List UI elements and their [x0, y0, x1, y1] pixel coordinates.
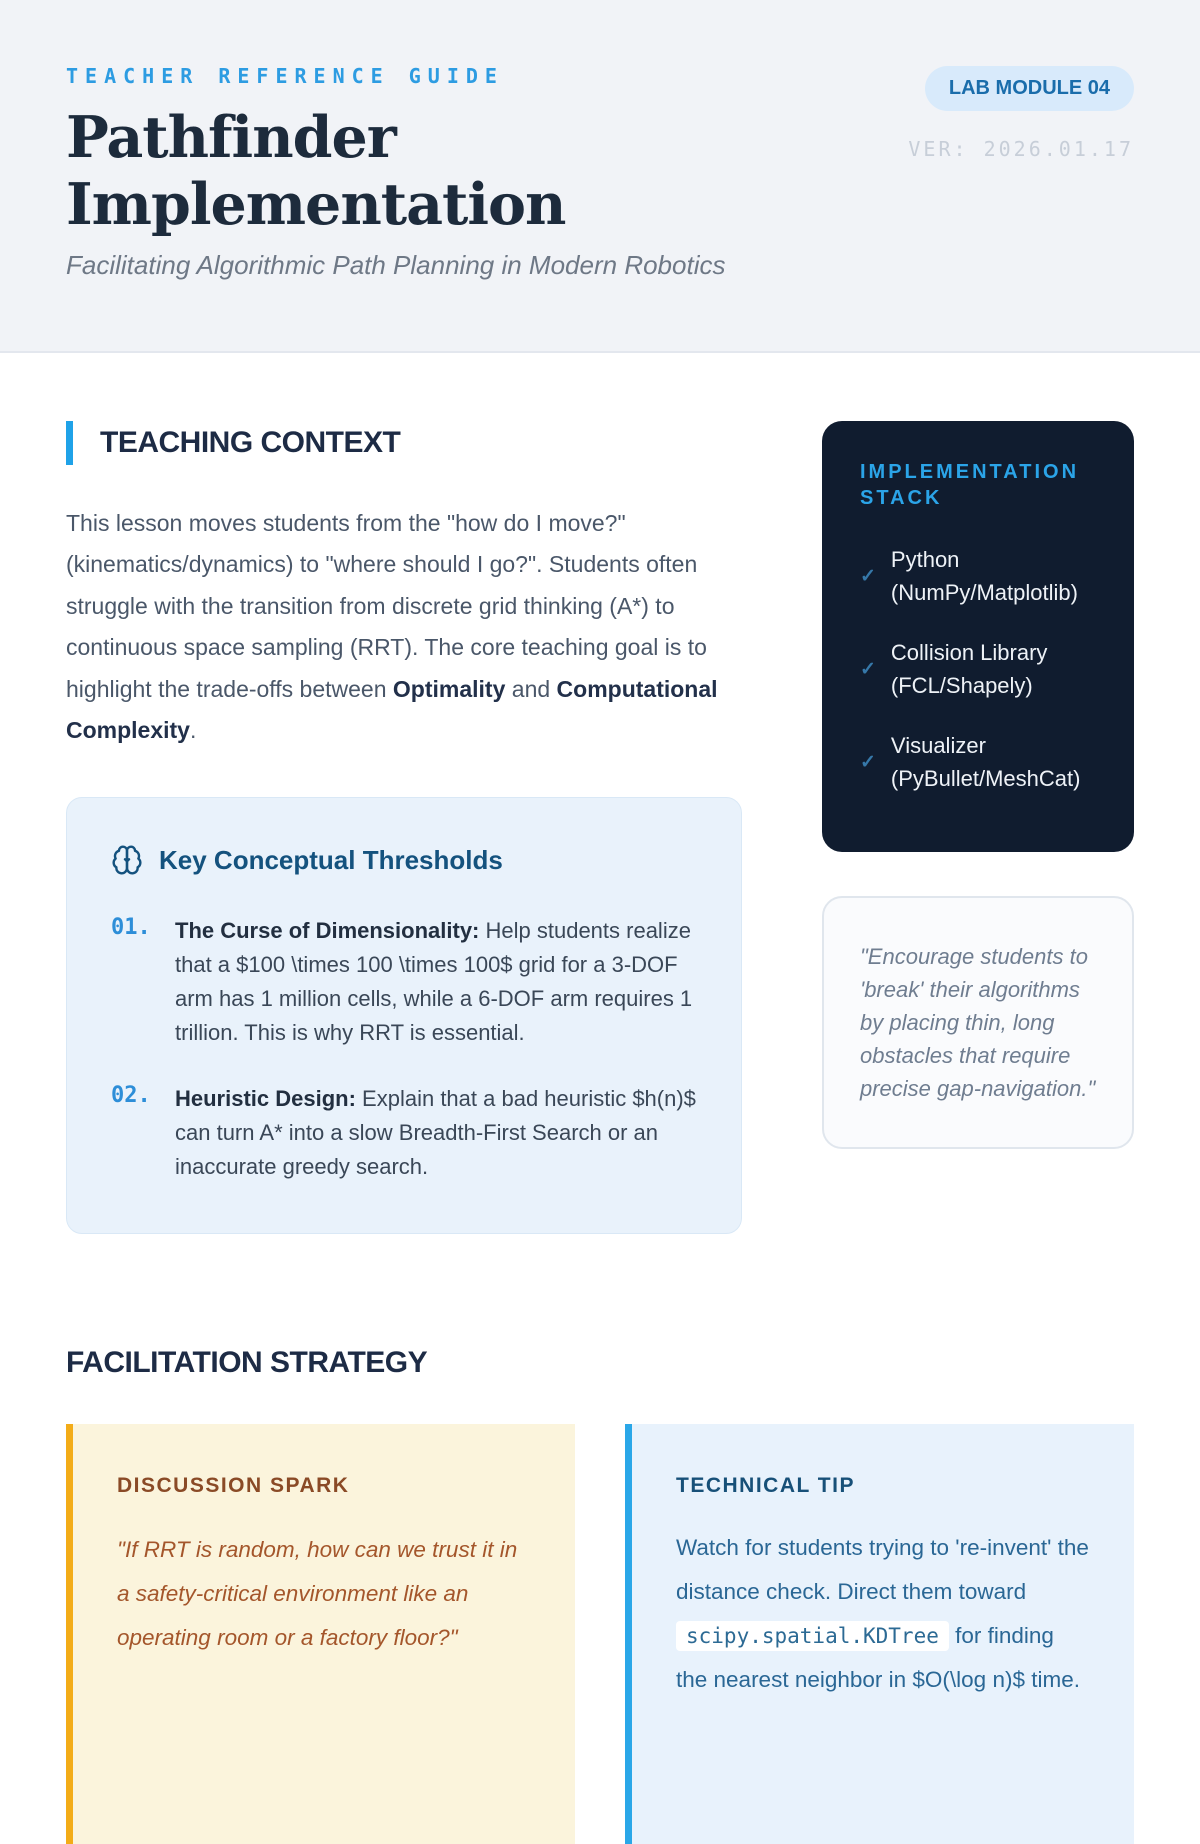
- page-subtitle: Facilitating Algorithmic Path Planning in Modern Robotics: [66, 250, 726, 280]
- technical-tip-label: TECHNICAL TIP: [676, 1474, 855, 1498]
- list-item: [860, 636, 1096, 703]
- implementation-stack-list: [860, 543, 1096, 796]
- key-thresholds-title-row: [111, 844, 697, 876]
- paragraph-text: .: [189, 716, 197, 743]
- code-chip: scipy.spatial.KDTree: [676, 1621, 949, 1651]
- discussion-spark-card: [66, 1424, 575, 1844]
- check-icon: ✓: [860, 565, 876, 587]
- item-number: 02.: [111, 1082, 151, 1108]
- implementation-stack-card: [822, 421, 1134, 852]
- tip-text: Watch for students trying to 're-invent' the distance check. Direct them toward: [676, 1535, 1089, 1605]
- bold-optimality: Optimality: [392, 675, 506, 702]
- check-icon: ✓: [860, 658, 876, 680]
- technical-tip-body: [676, 1526, 1090, 1702]
- stack-item-label: Collision Library (FCL/Shapely): [890, 639, 1048, 699]
- implementation-stack-title: IMPLEMENTATION STACK: [860, 461, 1080, 509]
- tip-text: for finding the nearest neighbor in $O(\log n)$ time.: [676, 1623, 1080, 1693]
- brain-icon: [111, 844, 143, 876]
- left-column: [66, 421, 742, 1234]
- check-icon: ✓: [860, 751, 876, 773]
- context-row: [66, 421, 1134, 1234]
- accent-bar: [66, 421, 73, 465]
- list-item: [860, 543, 1096, 610]
- key-thresholds-list: [111, 914, 697, 1183]
- key-thresholds-card: [66, 797, 742, 1234]
- version-label: VER: 2026.01.17: [908, 137, 1134, 161]
- item-lead: The Curse of Dimensionality:: [175, 918, 480, 944]
- teaching-context-heading-label: TEACHING CONTEXT: [100, 426, 401, 459]
- item-body: Help students realize that a $100 \times 100 \times 100$ grid for a 3-DOF arm has 1 million cells, while a 6-DOF arm requires 1 trillion. This is why RRT is essential.: [175, 918, 693, 1045]
- bold-computational-complexity: Computational Complexity: [66, 675, 718, 743]
- header-left: [66, 64, 908, 281]
- lab-module-badge: LAB MODULE 04: [925, 66, 1134, 111]
- main-content: [0, 421, 1200, 1844]
- technical-tip-card: [625, 1424, 1134, 1844]
- stack-item-label: Visualizer (PyBullet/MeshCat): [890, 732, 1081, 792]
- item-number: 01.: [111, 915, 151, 941]
- list-item: [111, 1082, 697, 1184]
- facilitation-strategy-heading-label: FACILITATION STRATEGY: [66, 1346, 428, 1380]
- teacher-quote-text: "Encourage students to 'break' their algorithms by placing thin, long obstacles that require precise gap-navigation.": [860, 943, 1096, 1101]
- paragraph-text: This lesson moves students from the "how do I move?" (kinematics/dynamics) to "where should I go?". Students often struggle with the transition from discrete grid thinking (A*) to continuous space sampling (RRT). The core teaching goal is to highlight the trade-offs between: [66, 510, 707, 702]
- teaching-context-heading: [66, 421, 742, 465]
- eyebrow-label: TEACHER REFERENCE GUIDE: [66, 64, 504, 88]
- stack-item-label: Python (NumPy/Matplotlib): [890, 547, 1078, 606]
- list-item: [111, 914, 697, 1050]
- item-lead: Heuristic Design:: [175, 1085, 356, 1111]
- list-item: [860, 729, 1096, 796]
- facilitation-strategy-heading: [66, 1346, 1134, 1380]
- teaching-context-paragraph: [66, 503, 742, 751]
- header-right: [908, 64, 1134, 161]
- item-body: Explain that a bad heuristic $h(n)$ can turn A* into a slow Breadth-First Search or an inaccurate greedy search.: [175, 1085, 696, 1179]
- discussion-spark-quote: "If RRT is random, how can we trust it in a safety-critical environment like an operating room or a factory floor?": [117, 1537, 518, 1651]
- header: [0, 0, 1200, 353]
- right-column: [822, 421, 1134, 1234]
- key-thresholds-title: Key Conceptual Thresholds: [159, 844, 503, 875]
- discussion-spark-label: DISCUSSION SPARK: [117, 1474, 350, 1498]
- teacher-quote-card: [822, 896, 1134, 1149]
- item-text: [175, 914, 697, 1050]
- page-title: Pathfinder Implementation: [66, 104, 566, 238]
- item-text: [175, 1082, 697, 1184]
- facilitation-cards: [66, 1424, 1134, 1844]
- paragraph-text: and: [505, 675, 557, 702]
